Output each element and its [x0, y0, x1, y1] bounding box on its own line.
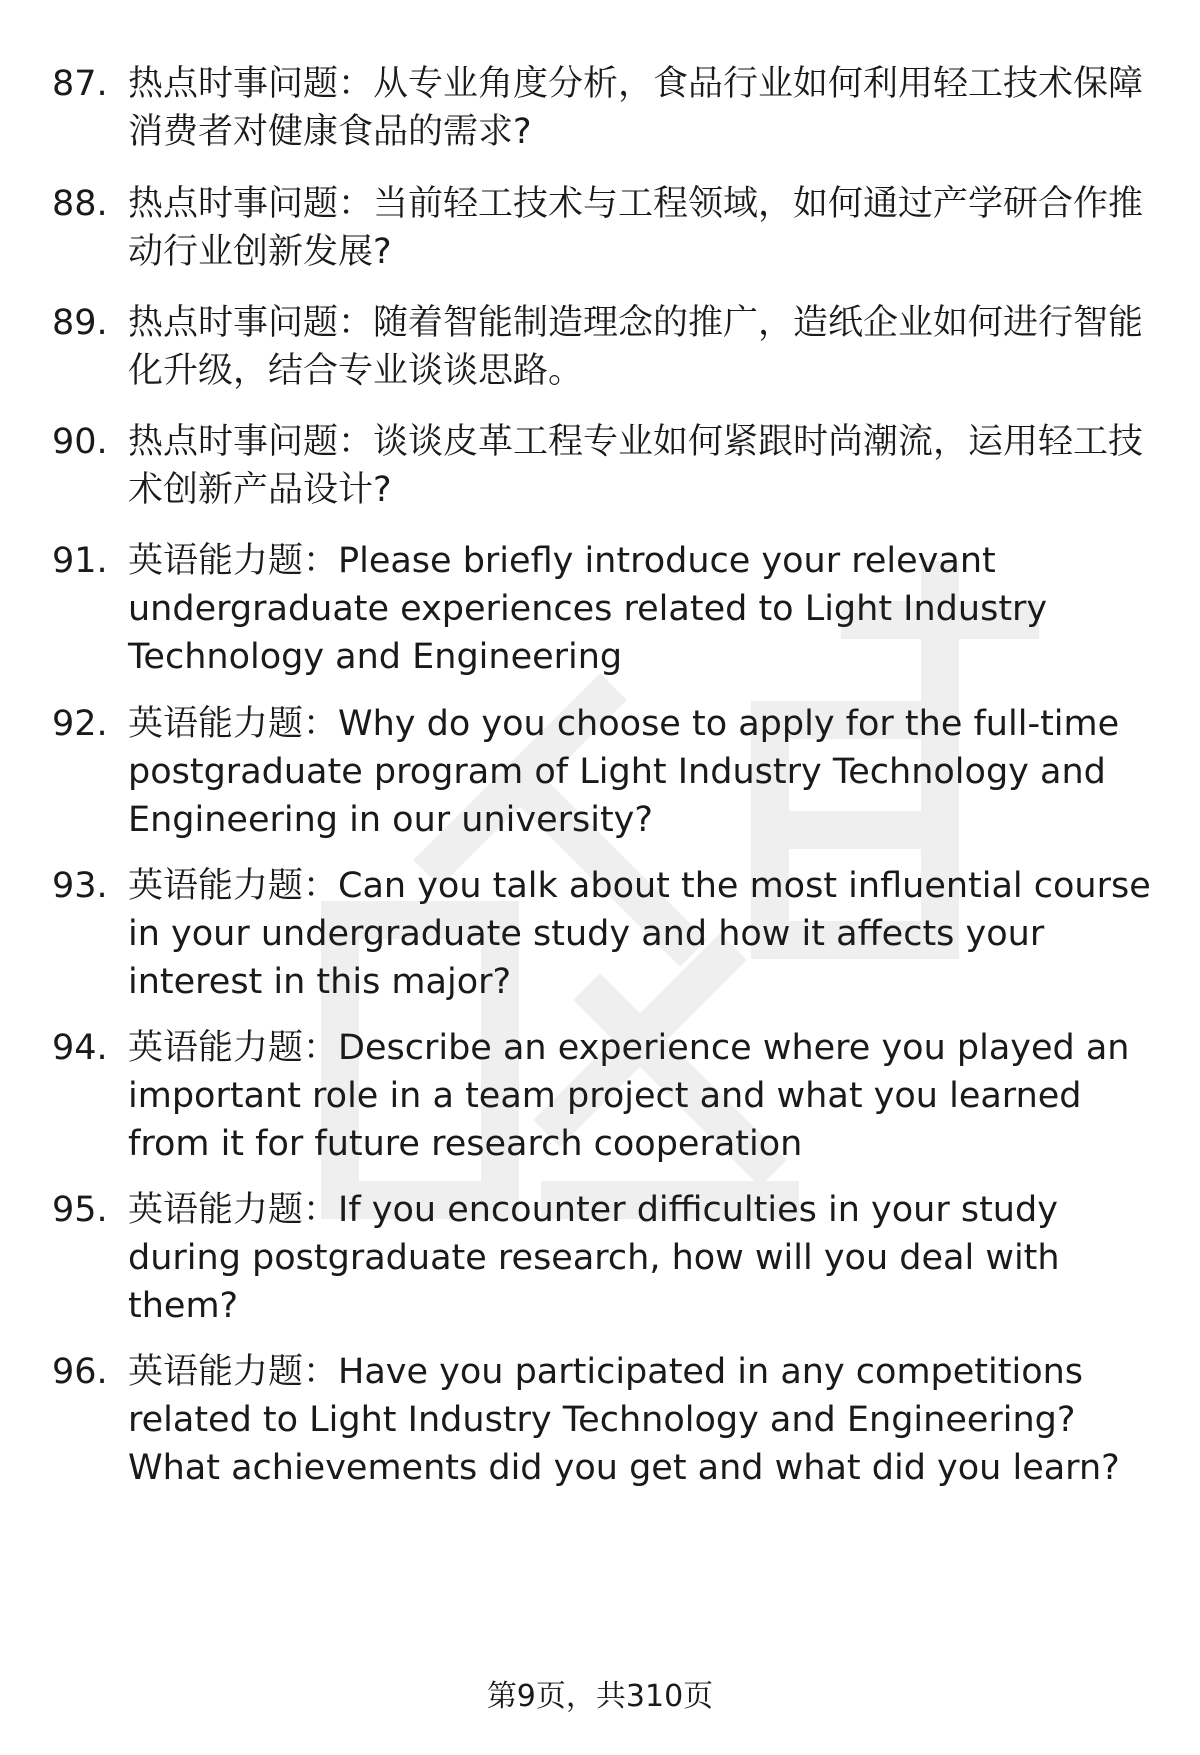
- question-number: 87.: [52, 64, 108, 104]
- question-number: 90.: [52, 422, 108, 462]
- question-text: 热点时事问题：随着智能制造理念的推广，造纸企业如何进行智能化升级，结合专业谈谈思路。: [128, 303, 1144, 391]
- question-text: 热点时事问题：谈谈皮革工程专业如何紧跟时尚潮流，运用轻工技术创新产品设计?: [128, 422, 1144, 510]
- question-text: 英语能力题：Have you participated in any competitions related to Light Industry Technology and Engineering? What achievements did you get and what did you learn?: [128, 1352, 1120, 1488]
- question-number: 96.: [52, 1352, 108, 1392]
- question-number: 88.: [52, 184, 108, 224]
- question-number: 89.: [52, 303, 108, 343]
- question-text: 英语能力题：Describe an experience where you played an important role in a team project and what you learned from it for future research cooperation: [128, 1028, 1130, 1164]
- question-text: 英语能力题：Can you talk about the most influential course in your undergraduate study and how it affects your interest in this major?: [128, 866, 1151, 1002]
- question-text: 英语能力题：Please briefly introduce your relevant undergraduate experiences related to Light Industry Technology and Engineering: [128, 541, 1048, 677]
- question-number: 93.: [52, 866, 108, 906]
- page-number-footer: 第9页，共310页: [486, 1679, 714, 1714]
- question-text: 热点时事问题：当前轻工技术与工程领域，如何通过产学研合作推动行业创新发展?: [128, 184, 1144, 272]
- question-text: 英语能力题：If you encounter difficulties in your study during postgraduate research, how will you deal with them?: [128, 1190, 1060, 1326]
- question-text: 热点时事问题：从专业角度分析，食品行业如何利用轻工技术保障消费者对健康食品的需求?: [128, 64, 1144, 152]
- question-number: 94.: [52, 1028, 108, 1068]
- question-number: 95.: [52, 1190, 108, 1230]
- question-number: 92.: [52, 704, 108, 744]
- question-number: 91.: [52, 541, 108, 581]
- question-text: 英语能力题：Why do you choose to apply for the full-time postgraduate program of Light Industry Technology and Engineering in our university?: [128, 704, 1120, 840]
